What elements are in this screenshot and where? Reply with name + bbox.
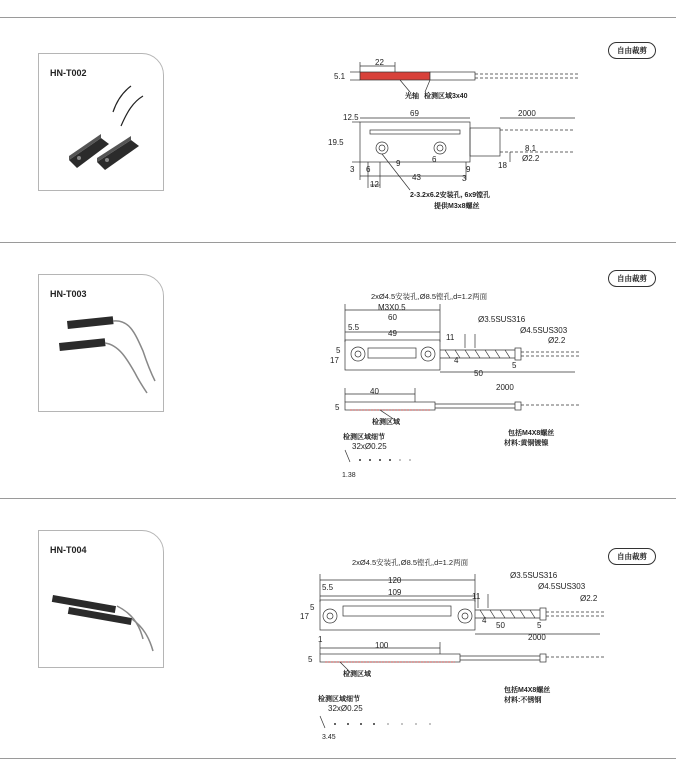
- hn-t002-drawing: [0, 0, 676, 242]
- dim-19-5: 19.5: [328, 138, 344, 147]
- dim-100: 100: [375, 641, 389, 650]
- free-cut-badge: 自由裁剪: [608, 42, 656, 59]
- model-label: HN-T002: [50, 68, 87, 78]
- product-section-hn-t003: [0, 242, 676, 498]
- model-label: HN-T003: [50, 289, 87, 299]
- dim-1: 1: [318, 635, 323, 644]
- dim-m3: M3X0.5: [378, 303, 406, 312]
- product-section-hn-t004: [0, 498, 676, 758]
- dim-50: 50: [474, 369, 483, 378]
- detail-label: 检测区域细节: [318, 696, 360, 703]
- screw-label: 包括M4X8螺丝: [504, 687, 551, 694]
- sus303-label: Ø4.5SUS303: [520, 326, 568, 335]
- dim-17: 17: [330, 356, 339, 365]
- dim-50: 50: [496, 621, 505, 630]
- dim-2-2: Ø2.2: [522, 154, 540, 163]
- product-section-hn-t002: [0, 0, 676, 242]
- dim-3-45: 3.45: [322, 734, 336, 741]
- dim-3b: 3: [462, 174, 467, 183]
- material-label: 材料:不锈钢: [504, 697, 542, 704]
- dim-22: 22: [375, 58, 384, 67]
- dim-40: 40: [370, 387, 379, 396]
- dim-5b: 5: [537, 621, 542, 630]
- dim-1-38: 1.38: [342, 472, 356, 479]
- dim-4: 4: [482, 616, 487, 625]
- dim-109: 109: [388, 588, 402, 597]
- dim-5c: 5: [308, 655, 313, 664]
- dim-43: 43: [412, 173, 421, 182]
- dim-9b: 9: [466, 165, 471, 174]
- screw-label: 提供M3x8螺丝: [434, 203, 480, 210]
- divider-bottom: [0, 758, 676, 759]
- dim-12-5: 12.5: [343, 113, 359, 122]
- free-cut-badge: 自由裁剪: [608, 270, 656, 287]
- detail-spec: 32xØ0.25: [352, 442, 387, 451]
- dim-9a: 9: [396, 159, 401, 168]
- dim-5-5: 5.5: [322, 583, 334, 592]
- sus316-label: Ø3.5SUS316: [510, 571, 558, 580]
- optical-axis-label: 光轴: [405, 93, 419, 100]
- holes-label: 2xØ4.5安装孔,Ø8.5镗孔,d=1.2两面: [352, 558, 469, 567]
- dim-5a: 5: [336, 346, 341, 355]
- dim-5-5: 5.5: [348, 323, 360, 332]
- hn-t003-drawing: [0, 242, 676, 498]
- dim-69: 69: [410, 109, 419, 118]
- dim-3a: 3: [350, 165, 355, 174]
- dim-5-1: 5.1: [334, 72, 346, 81]
- model-label: HN-T004: [50, 545, 87, 555]
- detect-area-label: 检测区域3x40: [424, 93, 468, 100]
- hn-t004-drawing: [0, 498, 676, 758]
- sus316-label: Ø3.5SUS316: [478, 315, 526, 324]
- dim-5b: 5: [512, 361, 517, 370]
- dim-17: 17: [300, 612, 309, 621]
- dim-4: 4: [454, 356, 459, 365]
- detail-label: 检测区域细节: [343, 434, 385, 441]
- dim-120: 120: [388, 576, 402, 585]
- material-label: 材料:黄铜镀镍: [504, 440, 549, 447]
- dim-5a: 5: [310, 603, 315, 612]
- dim-2-2: Ø2.2: [580, 594, 598, 603]
- dim-60: 60: [388, 313, 397, 322]
- dim-6a: 6: [366, 165, 371, 174]
- holes-label: 2xØ4.5安装孔,Ø8.5镗孔,d=1.2两面: [371, 292, 488, 301]
- dim-2-2: Ø2.2: [548, 336, 566, 345]
- mount-hole-label: 2-3.2x6.2安装孔, 6x9镗孔: [410, 192, 491, 199]
- detect-area-label: 检测区域: [372, 419, 400, 426]
- dim-6b: 6: [432, 155, 437, 164]
- dim-5c: 5: [335, 403, 340, 412]
- dim-11: 11: [472, 592, 481, 601]
- dim-49: 49: [388, 329, 397, 338]
- dim-12: 12: [370, 180, 379, 189]
- dim-11: 11: [446, 333, 455, 342]
- dim-2000: 2000: [518, 109, 536, 118]
- free-cut-badge: 自由裁剪: [608, 548, 656, 565]
- screw-label: 包括M4X8螺丝: [508, 430, 555, 437]
- dim-2000: 2000: [496, 383, 514, 392]
- sus303-label: Ø4.5SUS303: [538, 582, 586, 591]
- dim-2000: 2000: [528, 633, 546, 642]
- dim-8-1: 8.1: [525, 144, 537, 153]
- dim-18: 18: [498, 161, 507, 170]
- detail-spec: 32xØ0.25: [328, 704, 363, 713]
- detect-area-label: 检测区域: [343, 671, 371, 678]
